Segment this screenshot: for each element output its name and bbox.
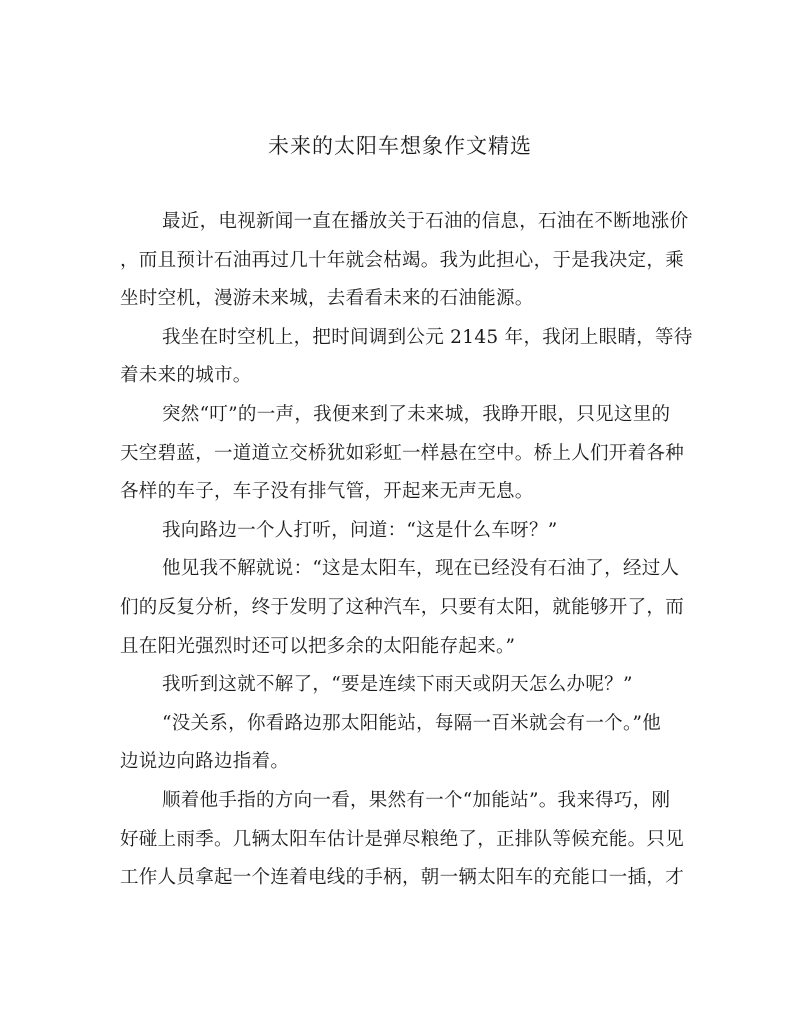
text-line: “没关系，你看路边那太阳能站，每隔一百米就会有一个。”他 (162, 712, 662, 734)
text-line: 突然“叮”的一声，我便来到了未来城，我睁开眼，只见这里的 (162, 403, 671, 425)
text-line: ，而且预计石油再过几十年就会枯竭。我为此担心，于是我决定，乘 (120, 249, 685, 271)
text-line: 天空碧蓝，一道道立交桥犹如彩虹一样悬在空中。桥上人们开着各种 (120, 442, 685, 464)
text-line: 我听到这就不解了，“要是连续下雨天或阴天怎么办呢？” (162, 674, 633, 696)
text-line: 坐时空机，漫游未来城，去看看未来的石油能源。 (120, 288, 534, 310)
text-line: 我向路边一个人打听，问道：“这是什么车呀？” (162, 519, 558, 541)
text-line: 着未来的城市。 (120, 365, 252, 387)
document-title: 未来的太阳车想象作文精选 (268, 134, 532, 158)
text-line: 且在阳光强烈时还可以把多余的太阳能存起来。” (120, 635, 516, 657)
text-line: 他见我不解就说：“这是太阳车，现在已经没有石油了，经过人 (162, 558, 680, 580)
text-line: 边说边向路边指着。 (120, 751, 290, 773)
document-body (120, 203, 693, 898)
text-line: 们的反复分析，终于发明了这种汽车，只要有太阳，就能够开了，而 (120, 596, 685, 618)
text-line: 我坐在时空机上，把时间调到公元 2145 年，我闭上眼睛，等待 (162, 326, 693, 348)
text-line: 顺着他手指的方向一看，果然有一个“加能站”。我来得巧，刚 (162, 789, 671, 811)
text-line: 最近，电视新闻一直在播放关于石油的信息，石油在不断地涨价 (162, 211, 689, 232)
text-line: 好碰上雨季。几辆太阳车估计是弹尽粮绝了，正排队等候充能。只见 (120, 828, 685, 850)
text-line: 工作人员拿起一个连着电线的手柄，朝一辆太阳车的充能口一插，才 (120, 867, 685, 889)
text-line: 各样的车子，车子没有排气管，开起来无声无息。 (120, 481, 534, 503)
